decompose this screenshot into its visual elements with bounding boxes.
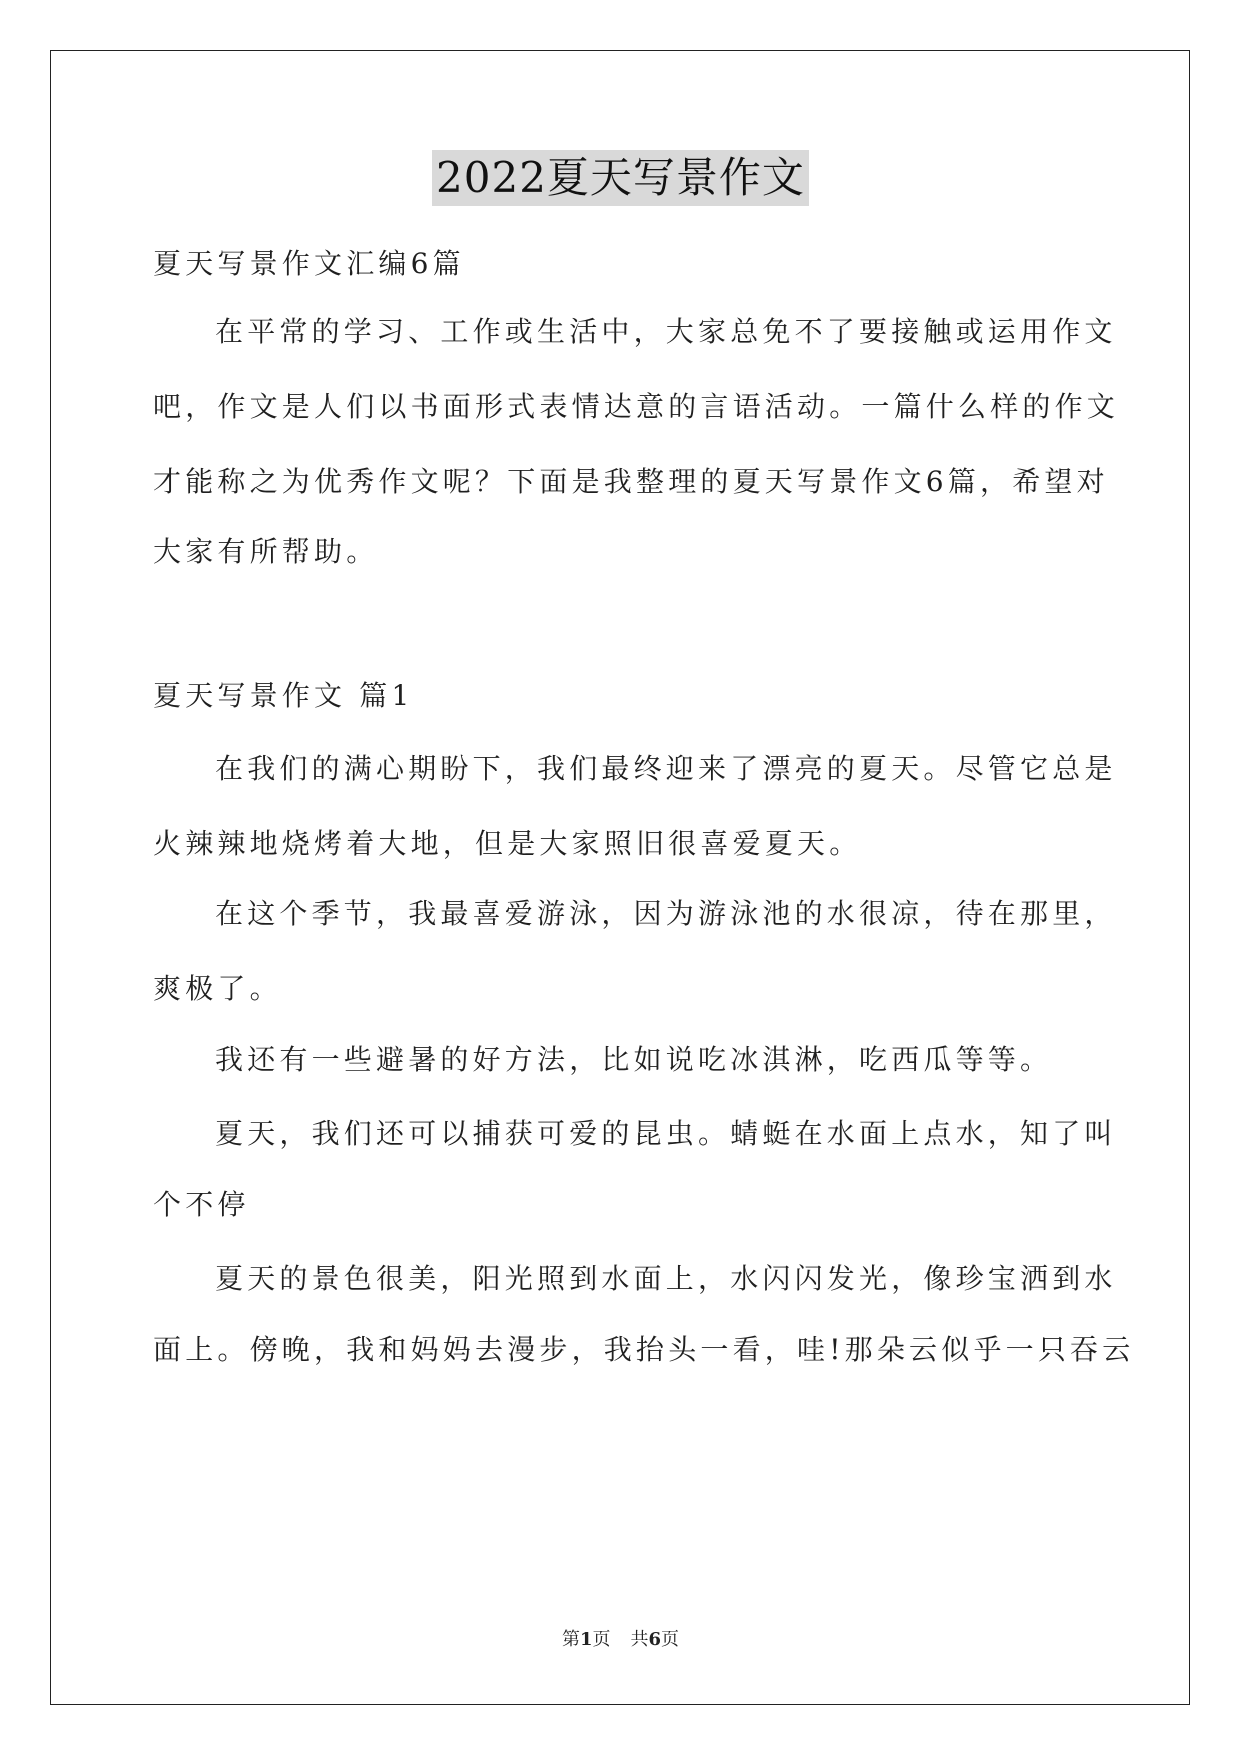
footer-total-prefix: 共 [630,1629,649,1650]
body-line: 个不停 [153,1188,250,1221]
document-subtitle: 夏天写景作文汇编6篇 [153,247,465,280]
intro-line: 吧，作文是人们以书面形式表情达意的言语活动。一篇什么样的作文 [153,390,1120,423]
current-page-number: 1 [579,1629,593,1650]
body-line: 夏天的景色很美，阳光照到水面上，水闪闪发光，像珍宝洒到水 [215,1262,1117,1295]
body-line: 在这个季节，我最喜爱游泳，因为游泳池的水很凉，待在那里， [215,897,1117,930]
body-line: 爽极了。 [153,972,282,1005]
footer-page-suffix: 页 [592,1629,611,1650]
body-line: 夏天，我们还可以捕获可爱的昆虫。蜻蜓在水面上点水，知了叫 [215,1117,1117,1150]
intro-line: 大家有所帮助。 [153,535,379,568]
page-border [50,50,1190,1705]
page-footer [0,1628,1241,1652]
body-line: 在我们的满心期盼下，我们最终迎来了漂亮的夏天。尽管它总是 [215,752,1117,785]
total-page-count: 6 [648,1629,662,1650]
body-line: 面上。傍晚，我和妈妈去漫步，我抬头一看，哇!那朵云似乎一只吞云 [153,1333,1135,1366]
footer-total-suffix: 页 [661,1629,680,1650]
body-line: 我还有一些避暑的好方法，比如说吃冰淇淋，吃西瓜等等。 [215,1043,1053,1076]
section-heading: 夏天写景作文 篇1 [153,679,414,712]
title-container [0,150,1241,206]
intro-line: 在平常的学习、工作或生活中，大家总免不了要接触或运用作文 [215,315,1117,348]
footer-prefix: 第 [561,1629,580,1650]
document-title: 2022夏天写景作文 [432,150,809,206]
intro-line: 才能称之为优秀作文呢？下面是我整理的夏天写景作文6篇，希望对 [153,465,1109,498]
body-line: 火辣辣地烧烤着大地，但是大家照旧很喜爱夏天。 [153,827,862,860]
